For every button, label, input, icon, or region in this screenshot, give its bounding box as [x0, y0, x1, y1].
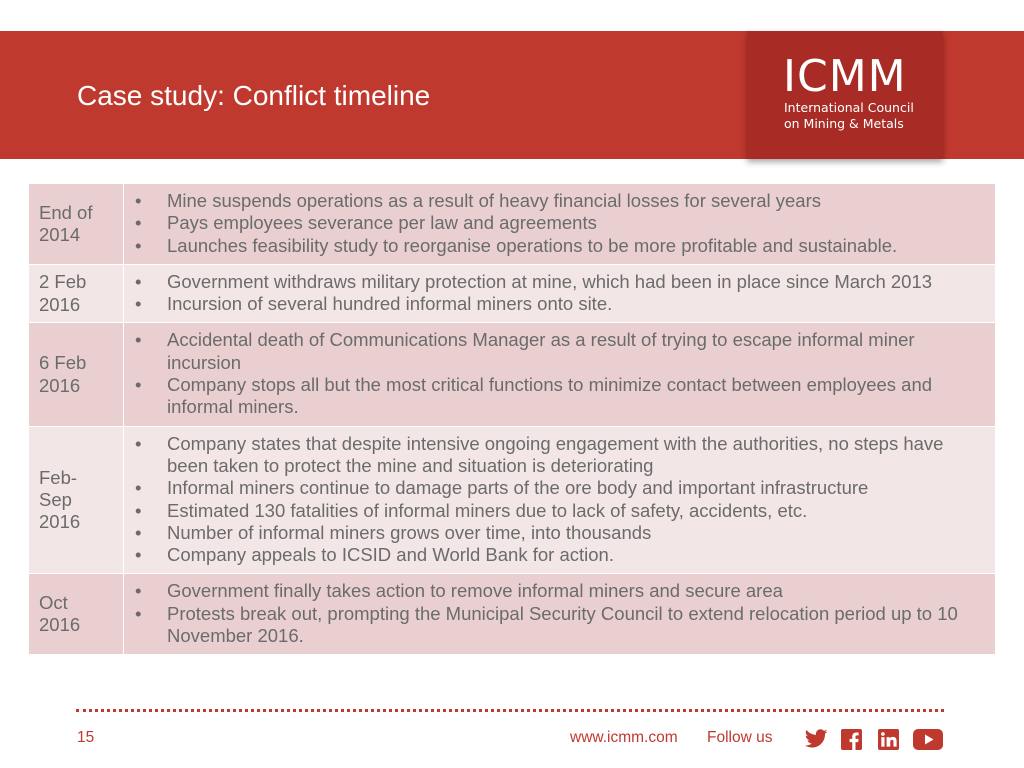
logo-wordmark: ICMM [783, 51, 907, 102]
timeline-date-line: 2016 [39, 511, 81, 533]
event-item: • Estimated 130 fatalities of informal miners due to lack of safety, accidents, etc. [132, 500, 981, 522]
timeline-events-cell [124, 323, 996, 426]
event-item: • Company appeals to ICSID and World Bank for action. [132, 544, 981, 566]
timeline-date-line: 2 Feb [39, 271, 87, 293]
timeline-date-line: Feb- [39, 466, 78, 488]
timeline-date-cell [29, 184, 124, 265]
timeline-date-line: 2016 [39, 293, 81, 315]
event-item: • Pays employees severance per law and agreements [132, 212, 981, 234]
logo-subtitle [784, 100, 914, 132]
timeline-events-cell [124, 184, 996, 265]
event-item: • Protests break out, prompting the Municipal Security Council to extend relocation period up to 10 November 2016. [132, 603, 981, 648]
event-item: • Informal miners continue to damage parts of the ore body and important infrastructure [132, 477, 981, 499]
timeline-date-line: Sep [39, 488, 72, 510]
event-item: • Accidental death of Communications Manager as a result of trying to escape informal miner incursion [132, 329, 981, 374]
event-item: • Number of informal miners grows over time, into thousands [132, 522, 981, 544]
timeline-date-cell [29, 264, 124, 323]
timeline-events-cell [124, 574, 996, 655]
follow-us-label: Follow us [707, 729, 773, 746]
event-item: • Company stops all but the most critical functions to minimize contact between employees and informal miners. [132, 374, 981, 419]
timeline-date-cell [29, 574, 124, 655]
event-list [132, 271, 981, 316]
event-item: • Government finally takes action to remove informal miners and secure area [132, 580, 981, 602]
timeline-date-line: 2014 [39, 223, 81, 245]
timeline-row [29, 323, 996, 426]
linkedin-icon[interactable] [877, 729, 900, 750]
event-item: • Company states that despite intensive ongoing engagement with the authorities, no steps have been taken to protect the mine and situation is deteriorating [132, 433, 981, 478]
event-list [132, 580, 981, 647]
timeline-events-cell [124, 264, 996, 323]
timeline-events-cell [124, 426, 996, 574]
event-item: • Mine suspends operations as a result of heavy financial losses for several years [132, 190, 981, 212]
icmm-logo [747, 31, 943, 159]
timeline-date-line: 2016 [39, 614, 81, 636]
event-list [132, 329, 981, 418]
timeline-date-cell [29, 426, 124, 574]
logo-subtitle-line2: on Mining & Metals [784, 116, 904, 131]
page-number: 15 [77, 729, 95, 746]
timeline-date-line: 6 Feb [39, 352, 87, 374]
twitter-icon[interactable] [805, 729, 828, 750]
event-list [132, 433, 981, 567]
timeline-row [29, 184, 996, 265]
timeline-date-line: 2016 [39, 374, 81, 396]
timeline-row [29, 574, 996, 655]
logo-subtitle-line1: International Council [784, 100, 914, 115]
timeline-date-line: End of [39, 201, 93, 223]
timeline-row [29, 426, 996, 574]
event-item: • Government withdraws military protection at mine, which had been in place since March 2013 [132, 271, 981, 293]
timeline-table [28, 183, 996, 655]
page-title: Case study: Conflict timeline [77, 80, 431, 111]
event-list [132, 190, 981, 257]
youtube-icon[interactable] [913, 729, 943, 750]
footer-divider [76, 709, 944, 712]
event-item: • Incursion of several hundred informal miners onto site. [132, 293, 981, 315]
facebook-icon[interactable] [840, 729, 863, 750]
timeline-row [29, 264, 996, 323]
website-link[interactable]: www.icmm.com [570, 729, 678, 746]
timeline-date-cell [29, 323, 124, 426]
event-item: • Launches feasibility study to reorganise operations to be more profitable and sustainable. [132, 235, 981, 257]
timeline-date-line: Oct [39, 592, 68, 614]
